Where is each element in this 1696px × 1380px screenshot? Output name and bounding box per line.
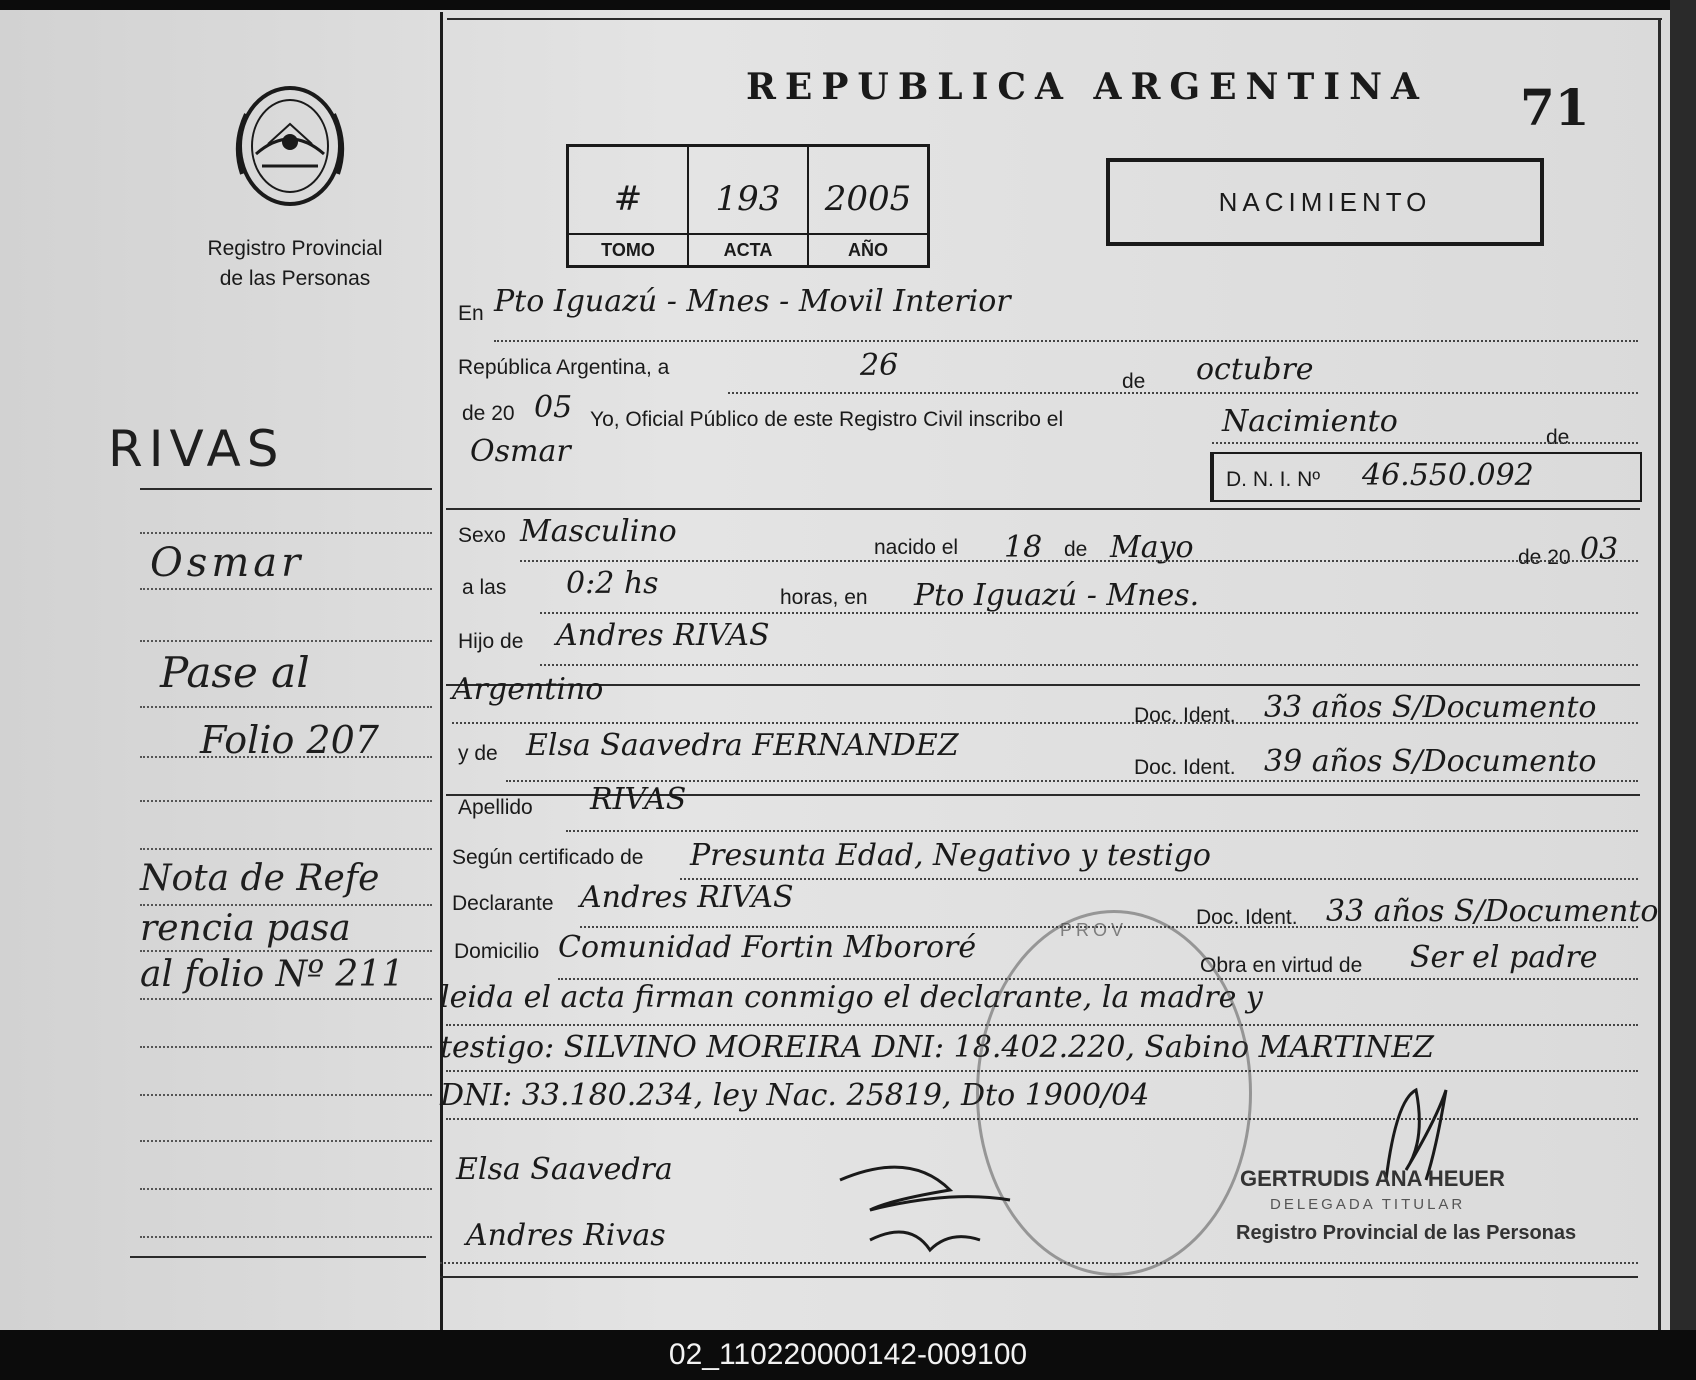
record-type-box: NACIMIENTO [1106,158,1544,246]
provincial-seal-icon [228,84,352,208]
margin-line [140,532,432,534]
margin-line [140,1236,432,1238]
margin-line [140,848,432,850]
doc-label-declarante: Doc. Ident. [1196,906,1298,929]
hora-value: 0:2 hs [566,566,659,601]
apellido-value: RIVAS [590,782,687,817]
section-line [446,684,1640,686]
registry-line-1: Registro Provincial [207,237,383,260]
year-value: 05 [534,390,573,425]
observations-line-3: DNI: 33.180.234, ley Nac. 25819, Dto 1900/04 [440,1078,1150,1113]
ano-label: AÑO [809,233,927,265]
margin-line [140,706,432,708]
ano-cell [809,147,927,265]
form-line [494,340,1638,342]
month-value: octubre [1196,352,1314,387]
tomo-cell [569,147,689,265]
sexo-label: Sexo [458,524,506,547]
republica-label: República Argentina, a [458,356,670,379]
tomo-acta-ano-table [566,144,930,268]
father-signature: Andres Rivas [466,1218,666,1253]
form-line [540,612,1638,614]
declarante-label: Declarante [452,892,554,915]
y-de-label: y de [458,742,498,765]
tomo-value: # [613,179,643,219]
nacido-label: nacido el [874,536,959,559]
observations-line-2: testigo: SILVINO MOREIRA DNI: 18.402.220, Sabino MARTINEZ [440,1030,1434,1065]
margin-line [140,1188,432,1190]
stamp-text: PROV [1060,920,1128,940]
margin-pase-line-1: Pase al [160,648,310,697]
horas-en-label: horas, en [780,586,868,609]
image-caption: 02_110220000142-009100 [0,1330,1696,1380]
doc-label-mother: Doc. Ident. [1134,756,1236,779]
official-name: GERTRUDIS ANA HEUER [1240,1166,1505,1191]
margin-line [140,756,432,758]
de-label: de [1122,370,1146,393]
margin-line [140,1094,432,1096]
bottom-line [440,1276,1638,1278]
margin-line [140,488,432,490]
father-nationality-value: Argentino [452,672,604,707]
father-name-value: Andres RIVAS [556,618,770,653]
country-title: REPUBLICA ARGENTINA [746,66,1428,108]
a-las-label: a las [462,576,507,599]
dni-label: D. N. I. Nº [1226,468,1321,491]
page-edge [1670,0,1696,1330]
domicilio-label: Domicilio [454,940,540,963]
mother-signature: Elsa Saavedra [456,1152,673,1187]
observations-line-1: leida el acta firman conmigo el declarante, la madre y [440,980,1263,1015]
de-year-label: de 20 [1518,546,1571,569]
declarante-doc-value: 33 años S/Documento [1326,894,1659,929]
birth-place-value: Pto Iguazú - Mnes. [914,578,1200,613]
form-line [566,830,1638,832]
official-organization: Registro Provincial de las Personas [1236,1222,1577,1244]
child-name-value: Osmar [470,434,571,469]
margin-line [140,800,432,802]
form-line [440,1262,1638,1264]
obra-value: Ser el padre [1410,940,1598,975]
margin-line [140,640,432,642]
mother-doc-value: 39 años S/Documento [1264,744,1597,779]
birth-month-value: Mayo [1110,530,1194,565]
day-value: 26 [860,348,899,383]
margin-note-line-3: al folio Nº 211 [140,954,405,995]
de2-label: de [1546,426,1570,449]
form-line [728,392,1638,394]
ano-value: 2005 [824,179,912,219]
father-doc-value: 33 años S/Documento [1264,690,1597,725]
de3-label: de [1064,538,1088,561]
registry-title [150,234,440,294]
form-line [452,722,1638,724]
margin-note-line-1: Nota de Refe [140,858,380,899]
inscribo-value: Nacimiento [1222,404,1398,439]
form-line [680,878,1638,880]
folio-number: 71 [1520,78,1590,137]
section-line [446,508,1640,510]
acta-label: ACTA [689,233,807,265]
birth-day-value: 18 [1004,530,1043,565]
margin-line [140,588,432,590]
margin-line [140,1046,432,1048]
mother-name-value: Elsa Saavedra FERNANDEZ [526,728,959,763]
witness-signature-icon [830,1150,1030,1260]
en-label: En [458,302,484,325]
frame-top-border [447,18,1662,20]
yo-text: Yo, Oficial Público de este Registro Civil inscribo el [590,408,1064,431]
form-line [520,560,1638,562]
hijo-label: Hijo de [458,630,524,653]
margin-bottom-line [130,1256,426,1258]
margin-note-line-2: rencia pasa [140,908,351,949]
domicilio-value: Comunidad Fortin Mbororé [558,930,977,965]
official-role: DELEGADA TITULAR [1270,1196,1466,1213]
margin-line [140,950,432,952]
segun-label: Según certificado de [452,846,644,869]
margin-line [140,1140,432,1142]
margin-line [140,904,432,906]
frame-right-border [1658,18,1661,1330]
birth-year-value: 03 [1580,532,1619,567]
form-line [540,664,1638,666]
year-prefix-label: de 20 [462,402,515,425]
doc-label-father: Doc. Ident. [1134,704,1236,727]
margin-given-name: Osmar [150,540,305,586]
acta-cell [689,147,809,265]
dni-value: 46.550.092 [1362,458,1534,493]
declarante-value: Andres RIVAS [580,880,794,915]
form-line [1212,442,1638,444]
place-value: Pto Iguazú - Mnes - Movil Interior [494,284,1011,319]
tomo-label: TOMO [569,233,687,265]
obra-label: Obra en virtud de [1200,954,1363,977]
margin-line [140,998,432,1000]
registry-line-2: de las Personas [219,267,371,290]
apellido-label: Apellido [458,796,533,819]
sexo-value: Masculino [520,514,677,549]
acta-value: 193 [715,179,781,219]
certificado-value: Presunta Edad, Negativo y testigo [690,838,1211,873]
column-divider [440,12,443,1330]
margin-surname: RIVAS [108,420,285,478]
margin-pase-line-2: Folio 207 [200,718,379,762]
